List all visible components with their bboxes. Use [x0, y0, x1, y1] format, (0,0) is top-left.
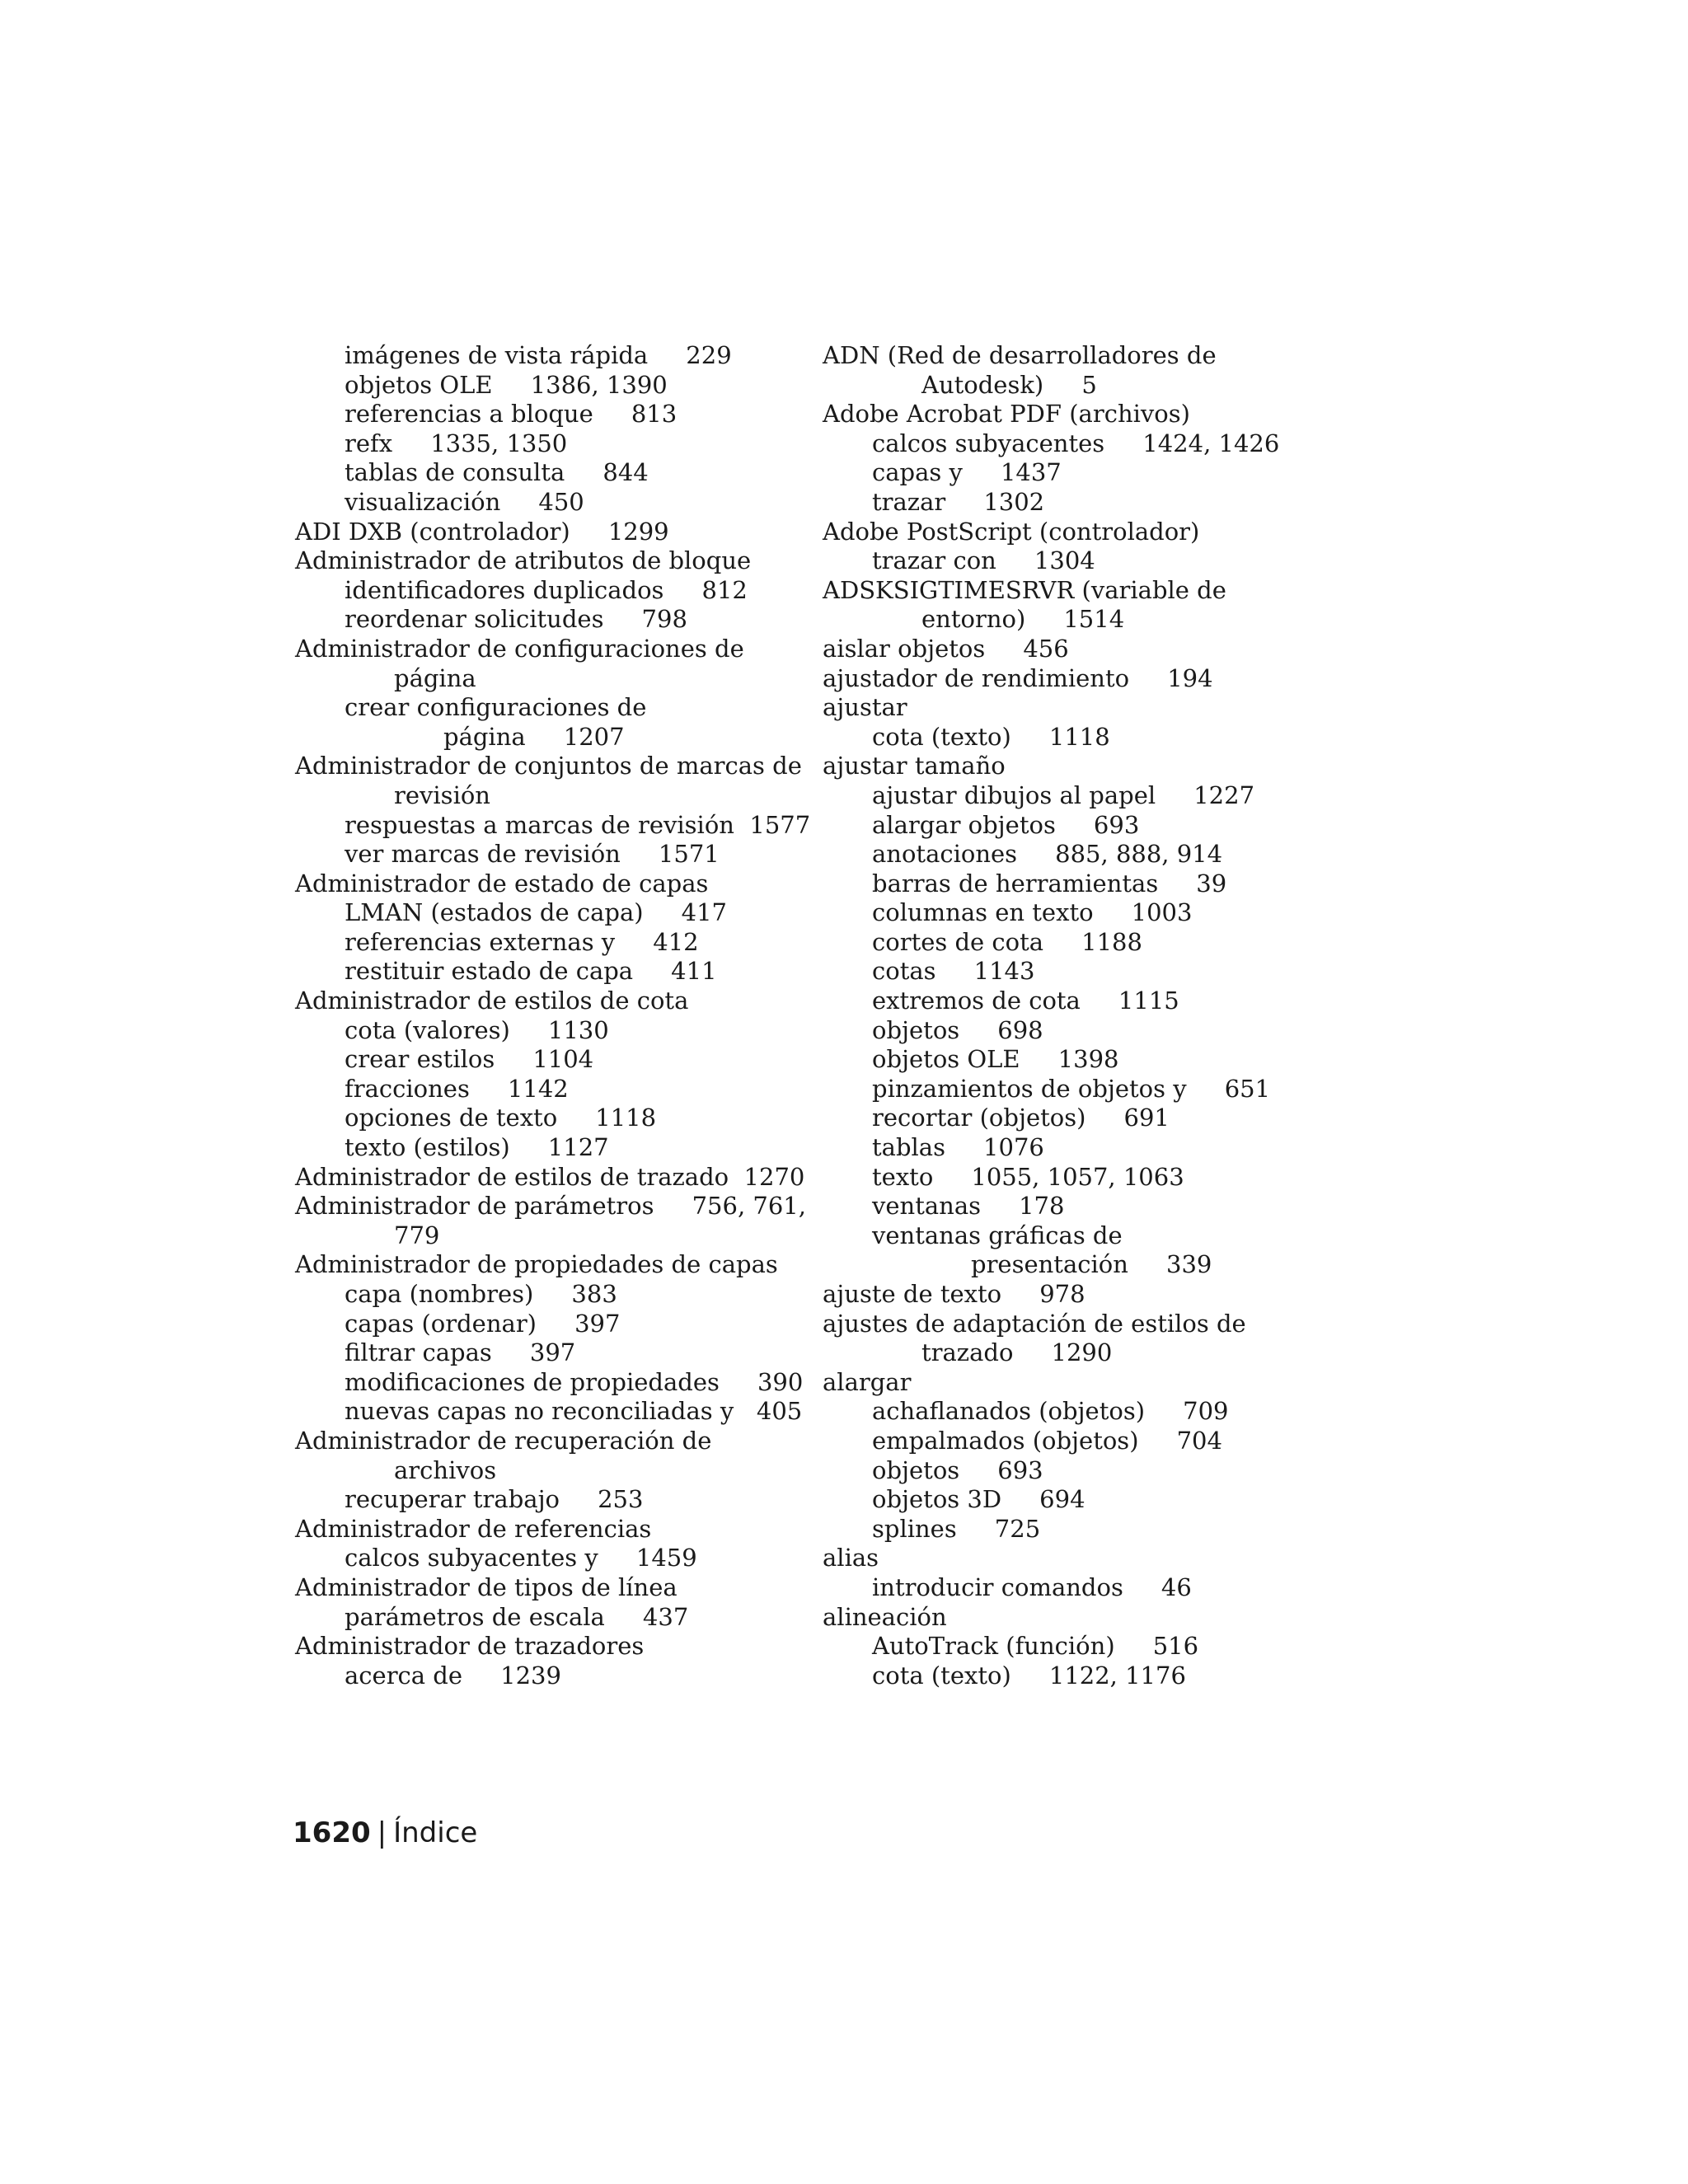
index-entry: Adobe PostScript (controlador)	[823, 517, 1200, 546]
index-entry: capa (nombres) 383	[345, 1280, 617, 1308]
index-entry: Administrador de propiedades de capas	[295, 1250, 778, 1279]
index-entry: Administrador de atributos de bloque	[295, 546, 752, 575]
index-entry: ADSKSIGTIMESRVR (variable de	[823, 575, 1226, 604]
index-entry: Administrador de tipos de línea	[295, 1572, 678, 1601]
index-entry: capas (ordenar) 397	[345, 1309, 621, 1338]
index-entry: parámetros de escala 437	[345, 1602, 689, 1631]
index-entry: fracciones 1142	[345, 1074, 569, 1103]
index-entry: archivos	[394, 1455, 497, 1484]
index-entry: objetos 3D 694	[872, 1485, 1085, 1514]
index-entry: página	[394, 663, 476, 692]
index-entry: calcos subyacentes 1424, 1426	[872, 429, 1280, 457]
index-entry: achaflanados (objetos) 709	[872, 1397, 1229, 1426]
index-entry: Administrador de trazadores	[295, 1632, 645, 1661]
index-entry: texto (estilos) 1127	[345, 1133, 609, 1162]
index-entry: crear configuraciones de	[345, 693, 647, 722]
index-entry: reordenar solicitudes 798	[345, 605, 687, 634]
index-entry: recuperar trabajo 253	[345, 1485, 644, 1514]
index-entry: página 1207	[443, 722, 625, 751]
index-entry: revisión	[394, 780, 490, 809]
footer-separator: |	[377, 1816, 387, 1849]
index-entry: acerca de 1239	[345, 1661, 561, 1690]
index-entry: tablas de consulta 844	[345, 458, 649, 487]
index-entry: ajustador de rendimiento 194	[823, 663, 1213, 692]
index-entry: refx 1335, 1350	[345, 429, 568, 457]
index-entry: ventanas 178	[872, 1192, 1065, 1221]
index-entry: visualización 450	[345, 487, 584, 516]
index-entry: ajustar tamaño	[823, 752, 1006, 780]
index-entry: restituir estado de capa 411	[345, 957, 717, 986]
index-entry: Administrador de recuperación de	[295, 1426, 712, 1455]
index-entry: splines 725	[872, 1514, 1041, 1543]
index-entry: Administrador de estado de capas	[295, 869, 709, 898]
index-entry: cortes de cota 1188	[872, 927, 1142, 956]
index-entry: trazar con 1304	[872, 546, 1095, 575]
index-entry: barras de herramientas 39	[872, 869, 1227, 898]
index-entry: alargar objetos 693	[872, 810, 1140, 839]
index-entry: cota (texto) 1118	[872, 722, 1110, 751]
page-footer	[293, 1816, 477, 1849]
index-entry: referencias a bloque 813	[345, 400, 678, 429]
index-entry: entorno) 1514	[921, 605, 1125, 634]
index-entry: ajuste de texto 978	[823, 1280, 1085, 1308]
index-entry: cota (texto) 1122, 1176	[872, 1661, 1186, 1690]
index-entry: LMAN (estados de capa) 417	[345, 898, 727, 927]
index-entry: trazar 1302	[872, 487, 1045, 516]
index-entry: introducir comandos 46	[872, 1572, 1192, 1601]
index-entry: cotas 1143	[872, 957, 1035, 986]
index-entry: ADN (Red de desarrolladores de	[823, 341, 1217, 369]
index-entry: 779	[394, 1221, 440, 1249]
index-entry: objetos OLE 1398	[872, 1045, 1119, 1074]
index-entry: cota (valores) 1130	[345, 1015, 609, 1044]
index-entry: texto 1055, 1057, 1063	[872, 1162, 1184, 1191]
index-entry: ajustar dibujos al papel 1227	[872, 780, 1255, 809]
index-entry: AutoTrack (función) 516	[872, 1632, 1199, 1661]
index-column-left	[295, 341, 839, 1690]
index-entry: Administrador de configuraciones de	[295, 634, 744, 663]
index-entry: anotaciones 885, 888, 914	[872, 840, 1223, 869]
index-entry: extremos de cota 1115	[872, 987, 1179, 1015]
index-entry: Administrador de parámetros 756, 761,	[295, 1192, 806, 1221]
index-entry: opciones de texto 1118	[345, 1104, 657, 1132]
index-entry: Adobe Acrobat PDF (archivos)	[823, 400, 1190, 429]
index-entry: empalmados (objetos) 704	[872, 1426, 1222, 1455]
index-entry: pinzamientos de objetos y 651	[872, 1074, 1271, 1103]
index-entry: Administrador de referencias	[295, 1514, 652, 1543]
index-entry: capas y 1437	[872, 458, 1062, 487]
index-entry: alargar	[823, 1367, 912, 1396]
index-entry: identificadores duplicados 812	[345, 575, 748, 604]
index-entry: ajustar	[823, 693, 907, 722]
index-entry: tablas 1076	[872, 1133, 1044, 1162]
index-entry: presentación 339	[971, 1250, 1212, 1279]
index-entry: objetos OLE 1386, 1390	[345, 370, 668, 399]
index-entry: ajustes de adaptación de estilos de	[823, 1309, 1246, 1338]
index-entry: columnas en texto 1003	[872, 898, 1193, 927]
index-entry: Autodesk) 5	[921, 370, 1097, 399]
index-entry: aislar objetos 456	[823, 634, 1069, 663]
index-entry: modificaciones de propiedades 390	[345, 1367, 804, 1396]
index-entry: referencias externas y 412	[345, 927, 699, 956]
index-entry: respuestas a marcas de revisión 1577	[345, 810, 811, 839]
index-entry: imágenes de vista rápida 229	[345, 341, 732, 369]
index-entry: alineación	[823, 1602, 947, 1631]
page-number: 1620	[293, 1816, 371, 1849]
index-entry: ADI DXB (controlador) 1299	[295, 517, 669, 546]
index-entry: Administrador de conjuntos de marcas de	[295, 752, 802, 780]
index-entry: objetos 693	[872, 1455, 1043, 1484]
index-entry: crear estilos 1104	[345, 1045, 594, 1074]
index-entry: trazado 1290	[921, 1338, 1113, 1367]
index-column-right	[823, 341, 1367, 1690]
index-entry: calcos subyacentes y 1459	[345, 1544, 697, 1572]
index-entry: ver marcas de revisión 1571	[345, 840, 720, 869]
index-entry: filtrar capas 397	[345, 1338, 576, 1367]
index-entry: Administrador de estilos de cota	[295, 987, 689, 1015]
index-entry: objetos 698	[872, 1015, 1043, 1044]
index-entry: recortar (objetos) 691	[872, 1104, 1170, 1132]
index-entry: alias	[823, 1544, 879, 1572]
index-entry: ventanas gráficas de	[872, 1221, 1123, 1249]
index-entry: nuevas capas no reconciliadas y 405	[345, 1397, 803, 1426]
section-title: Índice	[393, 1816, 478, 1849]
index-entry: Administrador de estilos de trazado 1270	[295, 1162, 805, 1191]
